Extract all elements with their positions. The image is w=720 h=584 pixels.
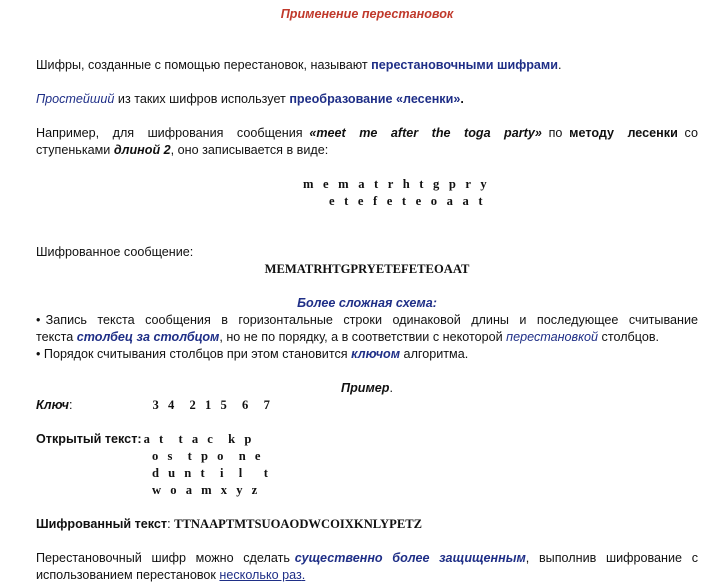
final-paragraph bbox=[36, 550, 702, 584]
bullet2-text: • Порядок считывания столбцов при этом становится bbox=[36, 347, 352, 361]
encrypted-value: TTNAAPTMTSUOAODWCOIXKNLYPETZ bbox=[174, 517, 423, 531]
page-title: Применение перестановок bbox=[280, 7, 454, 21]
example-text-end: , оно записывается в виде: bbox=[170, 143, 329, 157]
key-row bbox=[36, 397, 698, 414]
final-text: Перестановочный шифр можно сделать bbox=[36, 551, 295, 565]
open-text-label: Открытый текст: bbox=[36, 432, 142, 446]
grid-row-1: a t t a c k p bbox=[143, 432, 255, 446]
bullet-item-2 bbox=[36, 346, 698, 363]
key-value: 3 4 2 1 5 6 7 bbox=[152, 398, 273, 412]
example-text-start: Например, для шифрования сообщения bbox=[36, 126, 310, 140]
final-mid: , выполнив шифрование с использованием перестановок bbox=[36, 551, 702, 582]
column-by-column: столбец за столбцом bbox=[76, 330, 220, 344]
grid-row-3: d u n t i l t bbox=[152, 466, 271, 480]
bullet2-end: алгоритма. bbox=[400, 347, 469, 361]
intro-end: . bbox=[558, 58, 562, 72]
encrypted-colon: : bbox=[167, 517, 171, 531]
simplest-end: . bbox=[460, 92, 464, 106]
simplest-word: Простейший bbox=[36, 92, 115, 106]
term-ladder-transform: преобразование «лесенки» bbox=[289, 92, 461, 106]
cipher-label: Шифрованное сообщение: bbox=[36, 245, 194, 259]
grid-row-4: w o a m x y z bbox=[152, 483, 261, 497]
intro-text: Шифры, созданные с помощью перестановок, называют bbox=[36, 58, 372, 72]
bullet1-end: столбцов. bbox=[598, 330, 660, 344]
example-message: «meet me after the toga party» bbox=[309, 126, 542, 140]
step-length: длиной 2 bbox=[113, 143, 171, 157]
bullet1-mid: , но не по порядку, а в соответствии с некоторой bbox=[219, 330, 507, 344]
complex-scheme-heading: Более сложная схема: bbox=[297, 296, 437, 310]
example-dot: . bbox=[389, 381, 393, 395]
intro-paragraph bbox=[36, 57, 698, 74]
example-text-mid: по bbox=[541, 126, 570, 140]
more-secure-phrase: существенно более защищенным bbox=[294, 551, 526, 565]
term-permutation-ciphers: перестановочными шифрами bbox=[371, 58, 558, 72]
simplest-text: из таких шифров использует bbox=[114, 92, 290, 106]
final-end: . bbox=[301, 568, 306, 582]
grid-row-2: o s t p o n e bbox=[152, 449, 264, 463]
ladder-row-2: e t e f e t e o a a t bbox=[329, 194, 486, 208]
ladder-method: методу лесенки bbox=[569, 126, 678, 140]
key-label: Ключ bbox=[36, 398, 70, 412]
permutation-word: перестановкой bbox=[506, 330, 599, 344]
example-paragraph bbox=[36, 125, 705, 159]
example-text-mid2: со ступеньками bbox=[36, 126, 705, 157]
simplest-paragraph bbox=[36, 91, 698, 108]
bullet1-text: • Запись текста сообщения в горизонтальные строки одинаковой длины и последующее считывание текста bbox=[36, 313, 705, 344]
cipher-text: MEMATRHTGPRYETEFETEOAAT bbox=[264, 262, 470, 276]
example-label: Пример bbox=[341, 381, 390, 395]
example-heading bbox=[36, 380, 698, 397]
ladder-row-1: m e m a t r h t g p r y bbox=[303, 177, 490, 191]
encrypted-row bbox=[36, 516, 698, 533]
document-page bbox=[36, 6, 705, 584]
key-colon: : bbox=[69, 398, 73, 412]
key-word: ключом bbox=[351, 347, 401, 361]
bullet-item-1 bbox=[36, 312, 705, 346]
plaintext-grid bbox=[36, 431, 698, 499]
several-times-link[interactable]: несколько раз bbox=[219, 568, 302, 582]
encrypted-label: Шифрованный текст bbox=[36, 517, 168, 531]
